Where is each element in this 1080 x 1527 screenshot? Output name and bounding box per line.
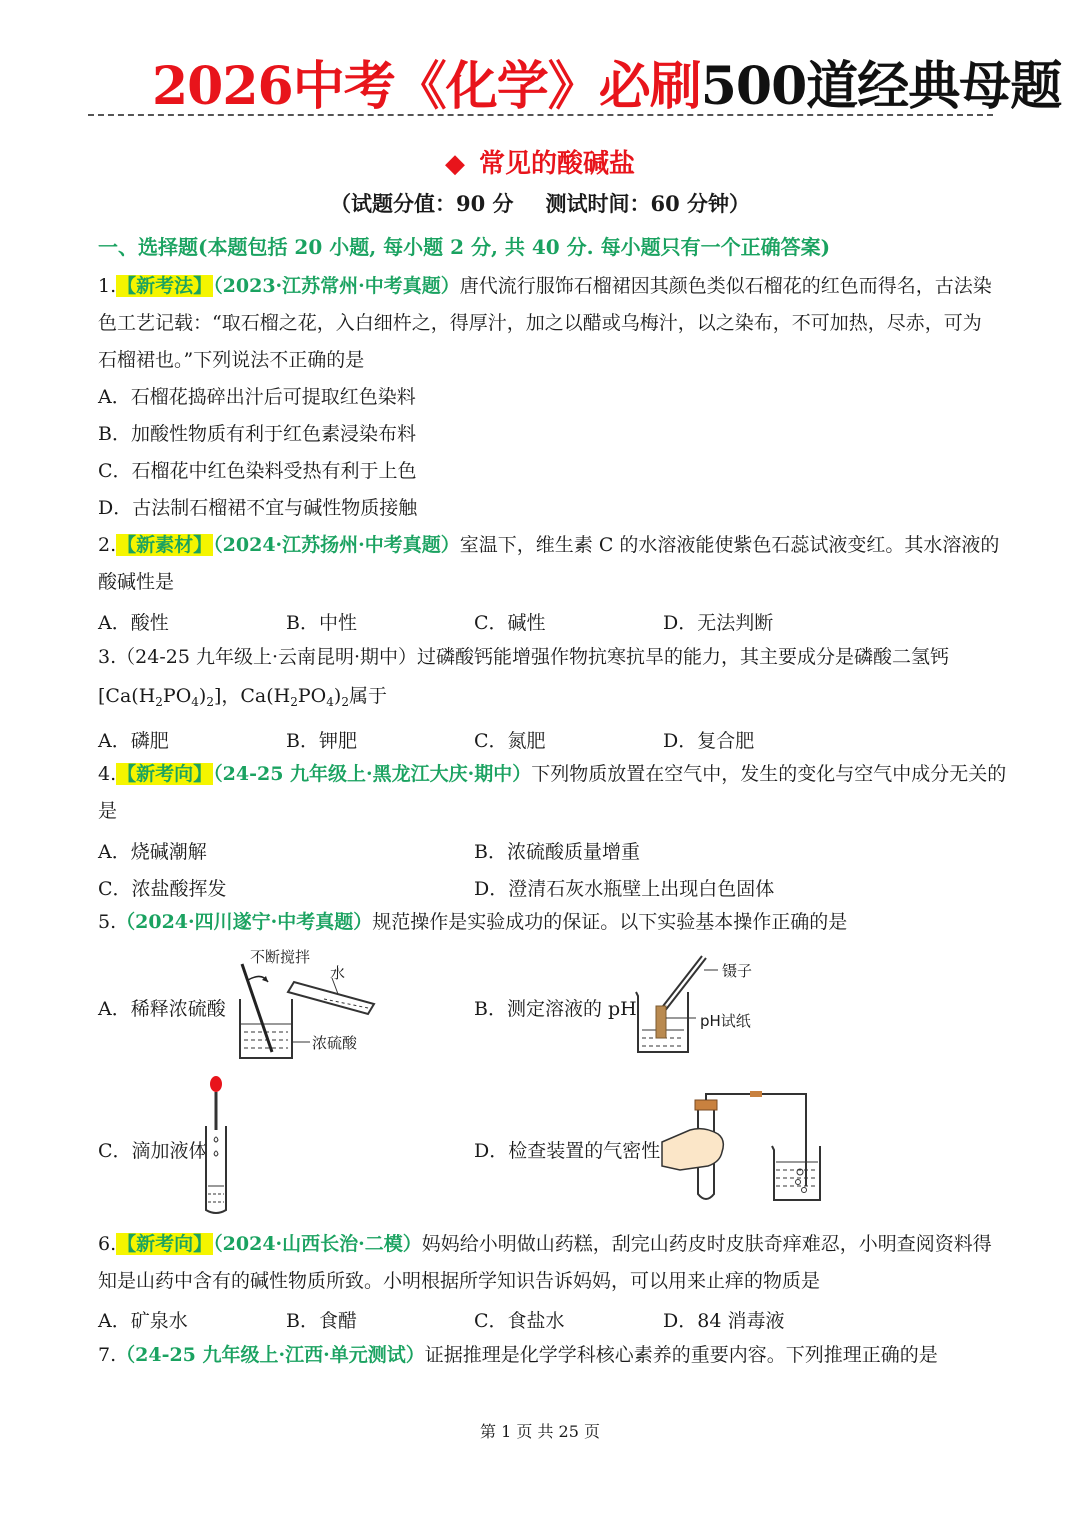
q5-option-c: C．滴加液体 — [98, 1140, 208, 1162]
figure-dilute-acid — [228, 944, 388, 1064]
q1-tag: 【新考法】 — [117, 275, 213, 297]
figure-drop-liquid-drawing — [200, 1074, 240, 1216]
label-conc-acid: 浓硫酸 — [312, 1034, 358, 1052]
section-title: ◆ 常见的酸碱盐 — [444, 149, 635, 179]
q5-option-a: A．稀释浓硫酸 — [98, 998, 226, 1020]
q5-option-b: B．测定溶液的 pH — [474, 998, 637, 1020]
q4-option-b: B．浓硫酸质量增重 — [474, 841, 640, 863]
q5-option-d: D．检查装置的气密性 — [474, 1140, 661, 1162]
q4-line2: 是 — [98, 800, 118, 822]
q1-source: （2023·江苏常州·中考真题） — [213, 275, 460, 297]
q4-line1: 4.【新考向】（24-25 九年级上·黑龙江大庆·期中）下列物质放置在空气中，发生的变化与空气中成分无关的 — [98, 763, 1007, 785]
q1-option-d: D．古法制石榴裙不宜与碱性物质接触 — [98, 497, 418, 519]
q3-option-a: A．磷肥 — [98, 730, 169, 752]
q5-source: （2024·四川遂宁·中考真题） — [116, 911, 373, 933]
q6-option-b: B．食醋 — [286, 1310, 357, 1332]
q6-option-a: A．矿泉水 — [98, 1310, 188, 1332]
q2-option-a: A．酸性 — [98, 612, 169, 634]
q4-source: （24-25 九年级上·黑龙江大庆·期中） — [213, 763, 532, 785]
page-footer: 第 1 页 共 25 页 — [480, 1422, 600, 1441]
figure-measure-ph — [632, 952, 772, 1062]
q6-tag: 【新考向】 — [117, 1233, 213, 1255]
q7-line1: 7.（24-25 九年级上·江西·单元测试）证据推理是化学学科核心素养的重要内容。下列推理正确的是 — [98, 1344, 938, 1366]
q3-source: （24-25 九年级上·云南昆明·期中） — [116, 646, 418, 668]
q1-line2: 色工艺记载：“取石榴之花，入白细杵之，得厚汁，加之以醋或乌梅汁，以之染布，不可加热，尽赤，可为 — [98, 312, 982, 334]
q3-line1: 3.（24-25 九年级上·云南昆明·期中）过磷酸钙能增强作物抗寒抗旱的能力，其主要成分是磷酸二氢钙 — [98, 646, 950, 668]
q5-line1: 5.（2024·四川遂宁·中考真题）规范操作是实验成功的保证。以下实验基本操作正确的是 — [98, 911, 848, 933]
q4-tag: 【新考向】 — [117, 763, 213, 785]
label-water: 水 — [330, 964, 346, 982]
q3-option-c: C．氮肥 — [474, 730, 546, 752]
q2-option-b: B．中性 — [286, 612, 357, 634]
figure-drop-liquid — [200, 1074, 240, 1216]
part-one-heading: 一、选择题(本题包括 20 小题, 每小题 2 分, 共 40 分. 每小题只有一个正确答案) — [98, 235, 831, 259]
label-stir: 不断搅拌 — [250, 948, 311, 966]
exam-score: （试题分值：90 分 — [329, 191, 514, 216]
label-tweezers: 镊子 — [722, 962, 753, 980]
page-title: 2026中考《化学》必刷500道经典母题 — [152, 56, 1062, 117]
q2-line1: 2.【新素材】（2024·江苏扬州·中考真题）室温下，维生素 C 的水溶液能使紫色石蕊试液变红。其水溶液的 — [98, 534, 1000, 556]
q3-option-d: D．复合肥 — [663, 730, 755, 752]
figure-air-tightness-drawing — [660, 1086, 840, 1206]
q1-option-a: A．石榴花捣碎出汁后可提取红色染料 — [98, 386, 416, 408]
q6-line2: 知是山药中含有的碱性物质所致。小明根据所学知识告诉妈妈，可以用来止痒的物质是 — [98, 1270, 821, 1292]
figure-air-tightness — [660, 1086, 840, 1206]
q4-option-c: C．浓盐酸挥发 — [98, 878, 227, 900]
q2-tag: 【新素材】 — [117, 534, 213, 556]
diamond-icon: ◆ — [444, 149, 465, 179]
q2-source: （2024·江苏扬州·中考真题） — [213, 534, 460, 556]
q1-line3: 石榴裙也。”下列说法不正确的是 — [98, 349, 365, 371]
q6-option-d: D．84 消毒液 — [663, 1310, 785, 1332]
q2-option-d: D．无法判断 — [663, 612, 774, 634]
q6-source: （2024·山西长治·二模） — [213, 1233, 422, 1255]
q6-line1: 6.【新考向】（2024·山西长治·二模）妈妈给小明做山药糕，刮完山药皮时皮肤奇痒难忍，小明查阅资料得 — [98, 1233, 992, 1255]
exam-meta — [0, 188, 1080, 218]
q3-option-b: B．钾肥 — [286, 730, 357, 752]
q4-option-d: D．澄清石灰水瓶壁上出现白色固体 — [474, 878, 775, 900]
q1-line1: 1.【新考法】（2023·江苏常州·中考真题）唐代流行服饰石榴裙因其颜色类似石榴花的红色而得名，古法染 — [98, 275, 992, 297]
q2-line2: 酸碱性是 — [98, 571, 175, 593]
header-divider — [88, 114, 993, 116]
exam-time: 测试时间：60 分钟） — [545, 191, 751, 216]
q4-option-a: A．烧碱潮解 — [98, 841, 207, 863]
q3-formula-line: $[Ca(H_2PO_4)_2]$，$Ca(H_2PO_4)_2$属于 — [98, 685, 387, 709]
q6-option-c: C．食盐水 — [474, 1310, 565, 1332]
q1-option-c: C．石榴花中红色染料受热有利于上色 — [98, 460, 417, 482]
q2-option-c: C．碱性 — [474, 612, 546, 634]
label-ph-paper: pH试纸 — [700, 1012, 751, 1030]
page-header — [0, 38, 1080, 118]
q7-source: （24-25 九年级上·江西·单元测试） — [116, 1344, 425, 1366]
q1-option-b: B．加酸性物质有利于红色素浸染布料 — [98, 423, 416, 445]
